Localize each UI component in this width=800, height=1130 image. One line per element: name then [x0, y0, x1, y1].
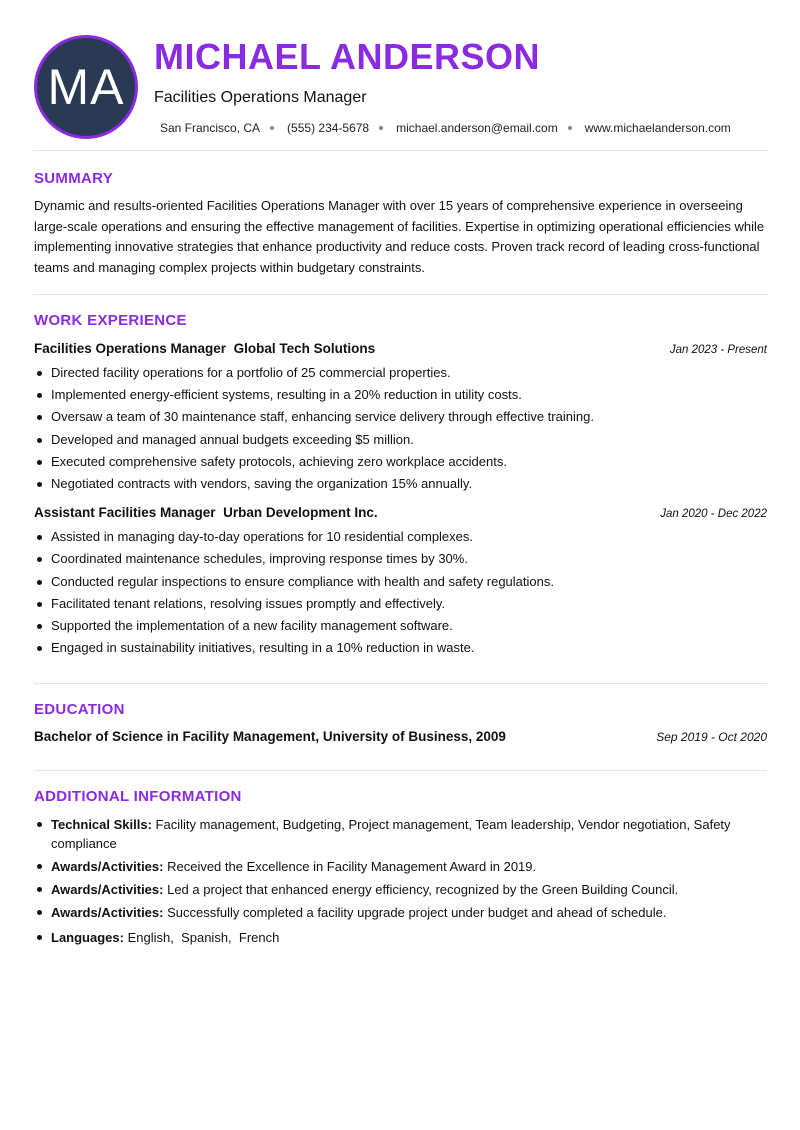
contact-phone: (555) 234-5678 — [287, 121, 370, 135]
item-text: Successfully completed a facility upgrade project under budget and ahead of schedule. — [167, 905, 667, 921]
item-label: Awards/Activities: — [51, 859, 164, 875]
list-item: Developed and managed annual budgets exceeding $5 million. — [34, 429, 767, 451]
item-text: Received the Excellence in Facility Management Award in 2019. — [167, 859, 537, 875]
additional-section — [34, 771, 767, 947]
candidate-name: MICHAEL ANDERSON — [154, 36, 541, 77]
additional-heading: ADDITIONAL INFORMATION — [34, 788, 242, 806]
job-dates: Jan 2023 - Present — [669, 344, 767, 356]
job-bullets — [34, 362, 767, 495]
list-item: Implemented energy-efficient systems, resulting in a 20% reduction in utility costs. — [34, 384, 767, 406]
experience-section — [34, 295, 767, 683]
job-entry — [34, 505, 767, 659]
list-item: Engaged in sustainability initiatives, resulting in a 10% reduction in waste. — [34, 637, 767, 659]
job-dates: Jan 2020 - Dec 2022 — [660, 508, 767, 521]
item-label: Languages: — [51, 930, 124, 946]
item-label: Awards/Activities: — [51, 882, 164, 898]
job-role-company — [34, 505, 378, 520]
list-item: Supported the implementation of a new facility management software. — [34, 615, 767, 637]
education-entry — [34, 729, 767, 744]
list-item: Coordinated maintenance schedules, improving response times by 30%. — [34, 548, 767, 570]
avatar — [34, 35, 138, 139]
item-text: Facility management, Budgeting, Project management, Team leadership, Vendor negotiation, Safety compliance — [51, 817, 731, 852]
job-role: Assistant Facilities Manager — [34, 505, 216, 521]
candidate-title: Facilities Operations Manager — [154, 89, 367, 106]
item-label: Technical Skills: — [51, 817, 152, 833]
resume-page — [34, 0, 767, 951]
list-item — [34, 928, 767, 947]
list-item: Facilitated tenant relations, resolving issues promptly and effectively. — [34, 593, 767, 615]
job-role: Facilities Operations Manager — [34, 341, 227, 356]
job-bullets — [34, 526, 767, 659]
education-degree: Bachelor of Science in Facility Management, University of Business, 2009 — [34, 729, 506, 745]
separator-dot-icon — [270, 126, 274, 130]
education-dates: Sep 2019 - Oct 2020 — [656, 730, 767, 745]
contact-line — [160, 121, 731, 135]
list-item — [34, 857, 767, 876]
summary-heading: SUMMARY — [34, 170, 114, 187]
avatar-initials: MA — [47, 59, 125, 115]
experience-heading: WORK EXPERIENCE — [34, 312, 187, 329]
separator-dot-icon — [379, 126, 383, 130]
education-heading: EDUCATION — [34, 701, 125, 719]
list-item: Executed comprehensive safety protocols, achieving zero workplace accidents. — [34, 451, 767, 473]
item-text: English, Spanish, French — [127, 930, 280, 946]
list-item — [34, 815, 767, 853]
list-item — [34, 903, 767, 922]
contact-location: San Francisco, CA — [160, 121, 261, 135]
item-text: Led a project that enhanced energy efficiency, recognized by the Green Building Council. — [167, 882, 679, 898]
education-section — [34, 684, 767, 770]
contact-website[interactable]: www.michaelanderson.com — [584, 121, 731, 135]
job-company: Urban Development Inc. — [223, 505, 378, 521]
list-item — [34, 880, 767, 899]
job-header — [34, 341, 767, 356]
job-role-company — [34, 341, 375, 356]
contact-email[interactable]: michael.anderson@email.com — [396, 121, 558, 135]
summary-section — [34, 151, 767, 294]
summary-text: Dynamic and results-oriented Facilities Operations Manager with over 15 years of comprehensive experience in overseeing large-scale operations and ensuring the effective management of facilities. Expertise in optimizing operational efficiencies while implementing innovative strategies that enhance productivity and reduce costs. Proven track record of leading cross-functional teams and managing complex projects within budgetary constraints. — [34, 198, 765, 275]
additional-list — [34, 815, 767, 947]
list-item: Assisted in managing day-to-day operations for 10 residential complexes. — [34, 526, 767, 548]
job-header — [34, 505, 767, 520]
job-company: Global Tech Solutions — [233, 341, 376, 356]
list-item: Directed facility operations for a portfolio of 25 commercial properties. — [34, 362, 767, 384]
resume-header — [34, 0, 767, 150]
list-item: Negotiated contracts with vendors, saving the organization 15% annually. — [34, 473, 767, 495]
list-item: Oversaw a team of 30 maintenance staff, enhancing service delivery through effective training. — [34, 406, 767, 428]
list-item: Conducted regular inspections to ensure compliance with health and safety regulations. — [34, 571, 767, 593]
separator-dot-icon — [568, 126, 572, 130]
item-label: Awards/Activities: — [51, 905, 164, 921]
job-entry — [34, 341, 767, 495]
